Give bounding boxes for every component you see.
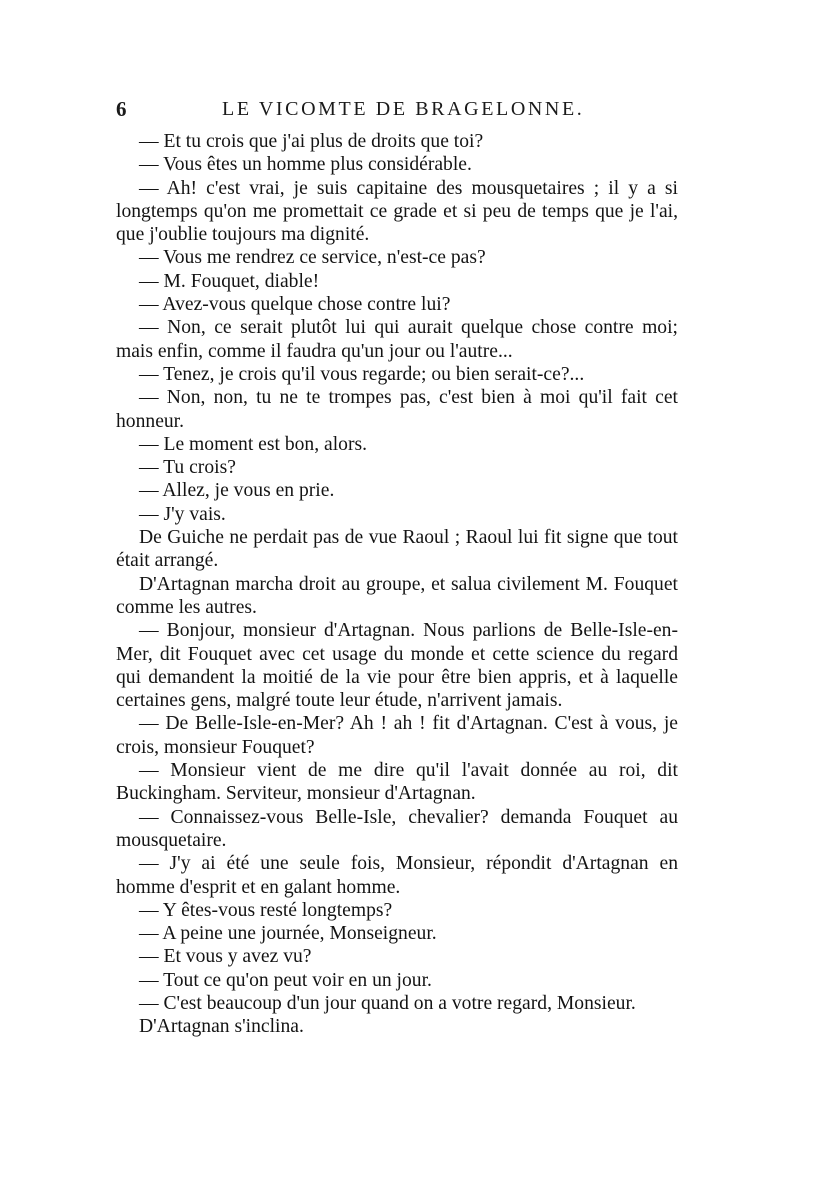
dialogue-line: — Tout ce qu'on peut voir en un jour. bbox=[139, 969, 432, 991]
dialogue-line: — Monsieur vient de me dire qu'il l'avait donnée au roi, dit Buckingham. Serviteur, monsieur d'Artagnan. bbox=[116, 760, 678, 805]
dialogue-line: — J'y ai été une seule fois, Monsieur, répondit d'Artagnan en homme d'esprit et en galant homme. bbox=[116, 853, 678, 898]
dialogue-line: — C'est beaucoup d'un jour quand on a votre regard, Monsieur. bbox=[139, 992, 636, 1014]
dialogue-line: — J'y vais. bbox=[139, 503, 226, 525]
dialogue-line: — Tenez, je crois qu'il vous regarde; ou bien serait-ce?... bbox=[139, 363, 585, 385]
dialogue-line: — Et vous y avez vu? bbox=[139, 946, 312, 968]
page-number: 6 bbox=[116, 97, 127, 121]
narration-paragraph: D'Artagnan s'inclina. bbox=[139, 1016, 304, 1038]
dialogue-line: — Bonjour, monsieur d'Artagnan. Nous parlions de Belle-Isle-en-Mer, dit Fouquet avec cet usage du monde et cette science du regard qui demandent la moitié de la vie pour être bien appris, et à laquelle certaines gens, malgré toute leur étude, n'arrivent jamais. bbox=[116, 620, 678, 712]
body-text bbox=[116, 130, 678, 1039]
narration-paragraph: De Guiche ne perdait pas de vue Raoul ; Raoul lui fit signe que tout était arrangé. bbox=[116, 527, 678, 572]
running-title: LE VICOMTE DE BRAGELONNE. bbox=[222, 98, 585, 120]
dialogue-line: — A peine une journée, Monseigneur. bbox=[139, 923, 437, 945]
dialogue-line: — Allez, je vous en prie. bbox=[139, 480, 335, 502]
dialogue-line: — Ah! c'est vrai, je suis capitaine des mousquetaires ; il y a si longtemps qu'on me promettait ce grade et si peu de temps que je l'ai, que j'oublie toujours ma dignité. bbox=[116, 177, 678, 246]
dialogue-line: — Non, non, tu ne te trompes pas, c'est bien à moi qu'il fait cet honneur. bbox=[116, 387, 678, 432]
dialogue-line: — Connaissez-vous Belle-Isle, chevalier? demanda Fouquet au mousquetaire. bbox=[116, 806, 678, 851]
narration-paragraph: D'Artagnan marcha droit au groupe, et salua civilement M. Fouquet comme les autres. bbox=[116, 573, 678, 618]
dialogue-line: — Tu crois? bbox=[139, 457, 236, 479]
dialogue-line: — Non, ce serait plutôt lui qui aurait quelque chose contre moi; mais enfin, comme il faudra qu'un jour ou l'autre... bbox=[116, 317, 678, 362]
dialogue-line: — M. Fouquet, diable! bbox=[139, 270, 320, 292]
dialogue-line: — Le moment est bon, alors. bbox=[139, 433, 368, 455]
dialogue-line: — Vous êtes un homme plus considérable. bbox=[139, 154, 472, 176]
page-header bbox=[116, 96, 682, 126]
dialogue-line: — Avez-vous quelque chose contre lui? bbox=[139, 294, 451, 316]
dialogue-line: — Et tu crois que j'ai plus de droits que toi? bbox=[139, 131, 484, 152]
dialogue-line: — Vous me rendrez ce service, n'est-ce pas? bbox=[139, 247, 486, 269]
dialogue-line: — De Belle-Isle-en-Mer? Ah ! ah ! fit d'Artagnan. C'est à vous, je crois, monsieur Fouquet? bbox=[116, 713, 678, 758]
dialogue-line: — Y êtes-vous resté longtemps? bbox=[139, 899, 393, 921]
